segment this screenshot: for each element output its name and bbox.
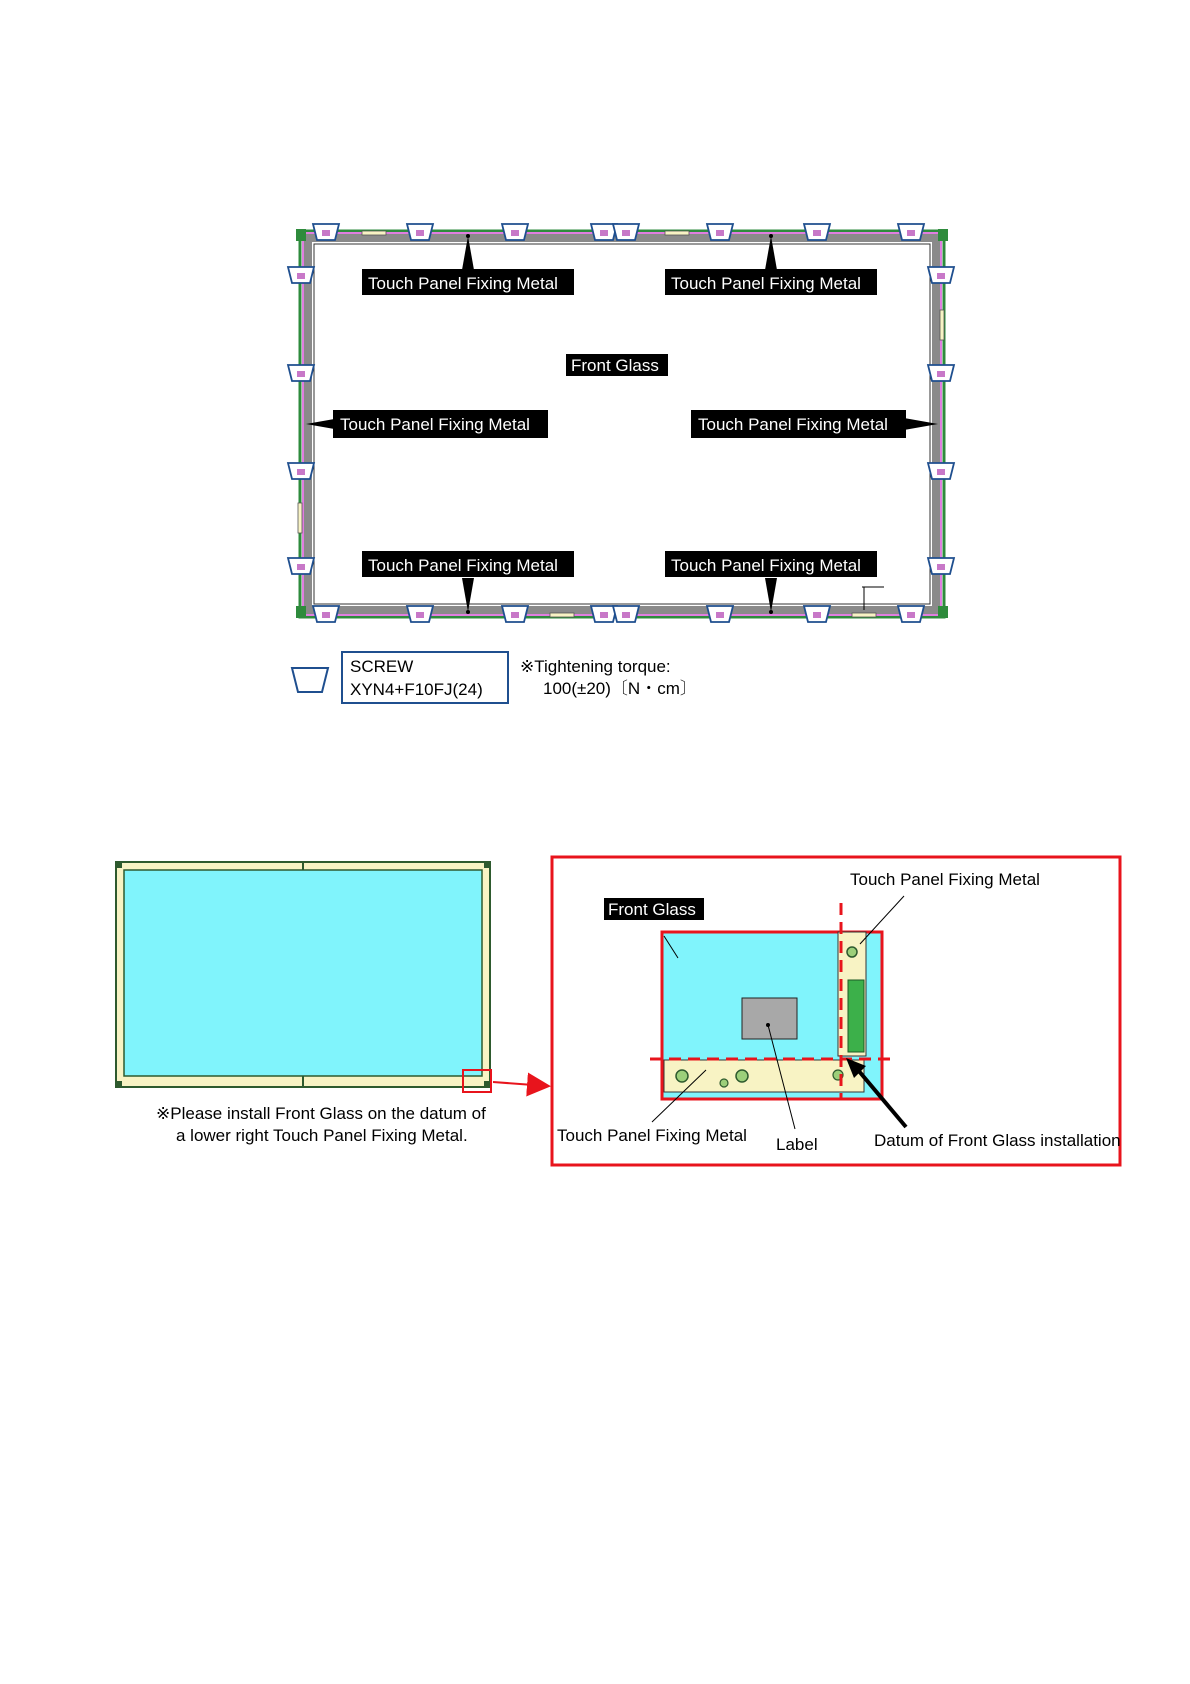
metal-mid-left-label: Touch Panel Fixing Metal — [340, 415, 530, 434]
screw-icon — [407, 606, 433, 622]
arrow-icon — [493, 1082, 547, 1086]
screw-legend — [292, 652, 697, 703]
screw-icon — [707, 224, 733, 240]
screw-icon — [804, 606, 830, 622]
screw-icon — [288, 365, 314, 381]
metal-top-left-label: Touch Panel Fixing Metal — [368, 274, 558, 293]
detail-datum-label: Datum of Front Glass installation — [874, 1131, 1121, 1150]
install-note-line1: ※Please install Front Glass on the datum of — [156, 1104, 486, 1123]
screw-icon — [288, 558, 314, 574]
screw-icon — [502, 606, 528, 622]
install-note-line2: a lower right Touch Panel Fixing Metal. — [176, 1126, 468, 1145]
screw-icon — [928, 558, 954, 574]
screw-icon — [707, 606, 733, 622]
metal-bottom-right-label: Touch Panel Fixing Metal — [671, 556, 861, 575]
torque-title: ※Tightening torque: — [520, 657, 671, 676]
overview-panel — [116, 862, 547, 1145]
screw-label: SCREW — [350, 657, 414, 676]
screw-icon — [928, 365, 954, 381]
screw-icon — [313, 224, 339, 240]
screw-icon — [928, 267, 954, 283]
detail-metal-top-label: Touch Panel Fixing Metal — [850, 870, 1040, 889]
screw-symbol-icon — [292, 668, 328, 692]
screw-icon — [928, 463, 954, 479]
top-panel-diagram — [288, 224, 954, 622]
label-sticker — [742, 998, 797, 1039]
detail-label-label: Label — [776, 1135, 818, 1154]
screw-icon — [288, 267, 314, 283]
detail-view — [552, 857, 1121, 1165]
screw-icon — [613, 224, 639, 240]
screw-icon — [502, 224, 528, 240]
screw-icon — [898, 224, 924, 240]
metal-bottom-left-label: Touch Panel Fixing Metal — [368, 556, 558, 575]
screw-icon — [288, 463, 314, 479]
metal-mid-right-label: Touch Panel Fixing Metal — [698, 415, 888, 434]
screw-icon — [804, 224, 830, 240]
metal-top-right-label: Touch Panel Fixing Metal — [671, 274, 861, 293]
screw-icon — [613, 606, 639, 622]
screw-icon — [407, 224, 433, 240]
screw-icon — [313, 606, 339, 622]
detail-metal-bottom-label: Touch Panel Fixing Metal — [557, 1126, 747, 1145]
front-glass-label: Front Glass — [571, 356, 659, 375]
torque-value: 100(±20)〔N・cm〕 — [543, 679, 697, 698]
screw-part-number: XYN4+F10FJ(24) — [350, 680, 483, 699]
detail-front-glass-label: Front Glass — [608, 900, 696, 919]
screw-icon — [898, 606, 924, 622]
